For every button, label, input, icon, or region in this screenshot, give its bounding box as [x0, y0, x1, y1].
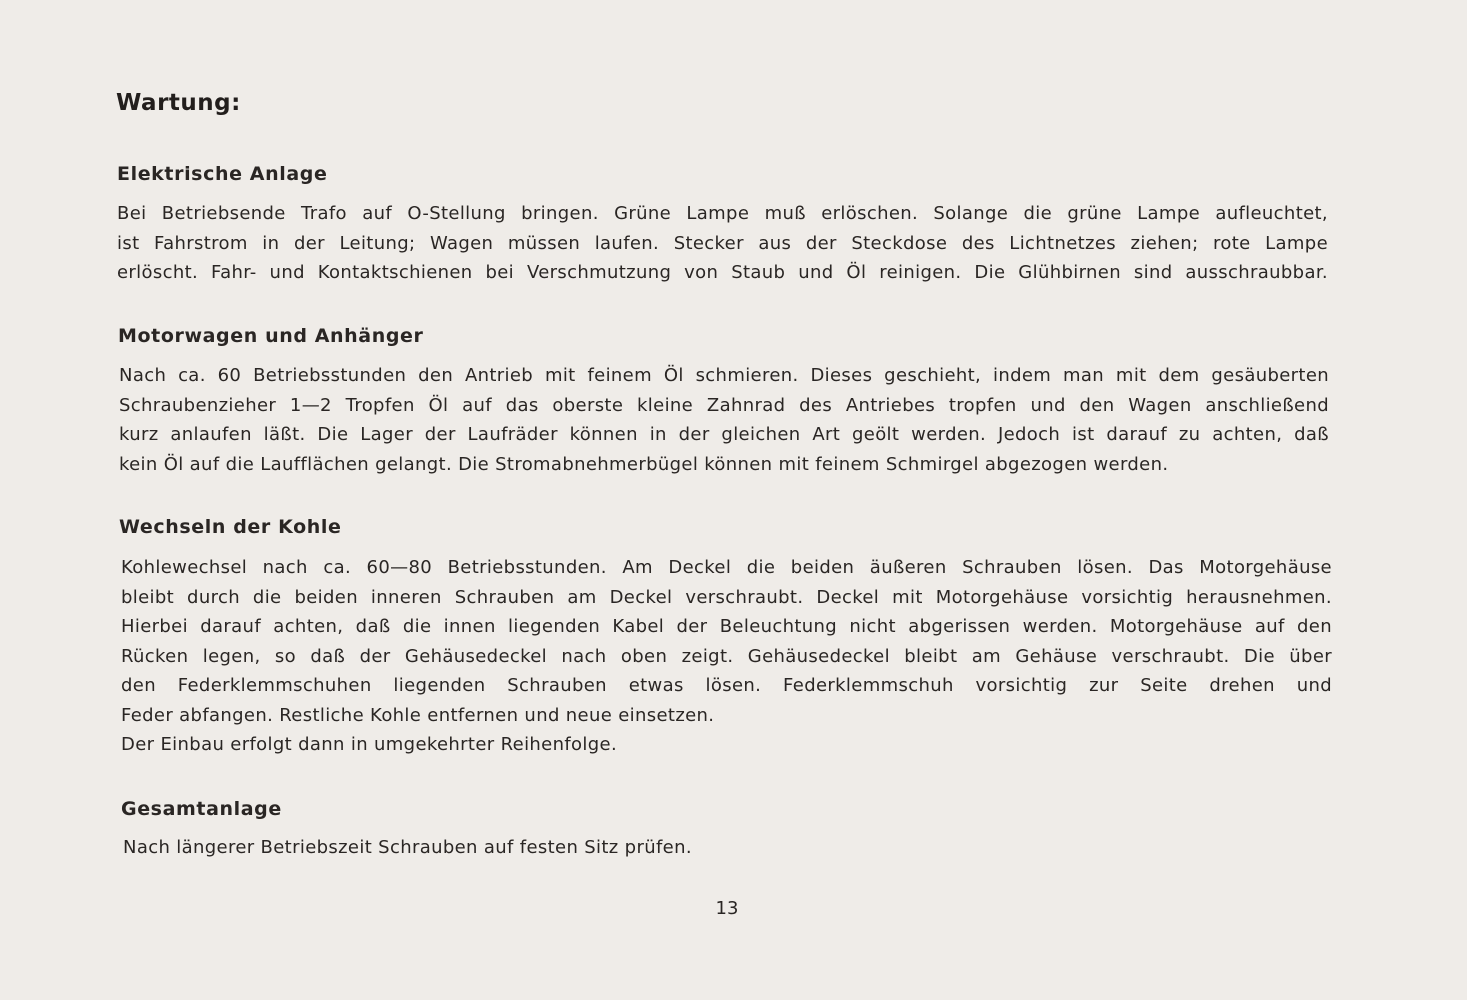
paragraph-line: ist Fahrstrom in der Leitung; Wagen müssen laufen. Stecker aus der Steckdose des Lichtnetzes ziehen; rote Lampe [117, 232, 1328, 254]
section-heading-wechseln-der-kohle: Wechseln der Kohle [119, 516, 342, 538]
paragraph-line: Hierbei darauf achten, daß die innen liegenden Kabel der Beleuchtung nicht abgerissen werden. Motorgehäuse auf den [121, 616, 1332, 637]
page-number: 13 [715, 898, 739, 919]
section-body-elektrische-anlage [117, 199, 1328, 288]
paragraph-line: bleibt durch die beiden inneren Schrauben am Deckel verschraubt. Deckel mit Motorgehäuse vorsichtig herausnehmen. [121, 586, 1332, 608]
paragraph-line: Schraubenzieher 1—2 Tropfen Öl auf das oberste kleine Zahnrad des Antriebes tropfen und den Wagen anschließend [119, 394, 1329, 416]
section-heading-elektrische-anlage: Elektrische Anlage [117, 163, 328, 185]
paragraph-line: den Federklemmschuhen liegenden Schrauben etwas lösen. Federklemmschuh vorsichtig zur Seite drehen und [121, 675, 1332, 696]
paragraph-line: erlöscht. Fahr- und Kontaktschienen bei Verschmutzung von Staub und Öl reinigen. Die Glühbirnen sind ausschraubbar. [117, 262, 1328, 283]
section-body-wechseln-der-kohle [121, 553, 1332, 760]
page-title: Wartung: [116, 90, 241, 116]
paragraph-line: Bei Betriebsende Trafo auf O-Stellung bringen. Grüne Lampe muß erlöschen. Solange die grüne Lampe aufleuchtet, [117, 203, 1328, 224]
paragraph-line: Nach längerer Betriebszeit Schrauben auf festen Sitz prüfen. [123, 837, 692, 858]
section-heading-motorwagen: Motorwagen und Anhänger [118, 325, 424, 347]
paragraph-line: Kohlewechsel nach ca. 60—80 Betriebsstunden. Am Deckel die beiden äußeren Schrauben lösen. Das Motorgehäuse [121, 557, 1332, 578]
paragraph-line: Rücken legen, so daß der Gehäusedeckel nach oben zeigt. Gehäusedeckel bleibt am Gehäuse verschraubt. Die über [121, 645, 1332, 667]
paragraph-line: Feder abfangen. Restliche Kohle entfernen und neue einsetzen. [121, 704, 715, 726]
paragraph-line: Der Einbau erfolgt dann in umgekehrter Reihenfolge. [121, 734, 618, 755]
section-heading-gesamtanlage: Gesamtanlage [121, 798, 282, 820]
section-body-motorwagen [119, 361, 1329, 479]
paragraph-line: Nach ca. 60 Betriebsstunden den Antrieb mit feinem Öl schmieren. Dieses geschieht, indem man mit dem gesäuberten [119, 365, 1329, 386]
paragraph-line: kein Öl auf die Laufflächen gelangt. Die Stromabnehmerbügel können mit feinem Schmirgel abgezogen werden. [119, 453, 1169, 475]
paragraph-line: kurz anlaufen läßt. Die Lager der Laufräder können in der gleichen Art geölt werden. Jedoch ist darauf zu achten, daß [119, 424, 1329, 445]
section-body-gesamtanlage [123, 833, 1023, 863]
